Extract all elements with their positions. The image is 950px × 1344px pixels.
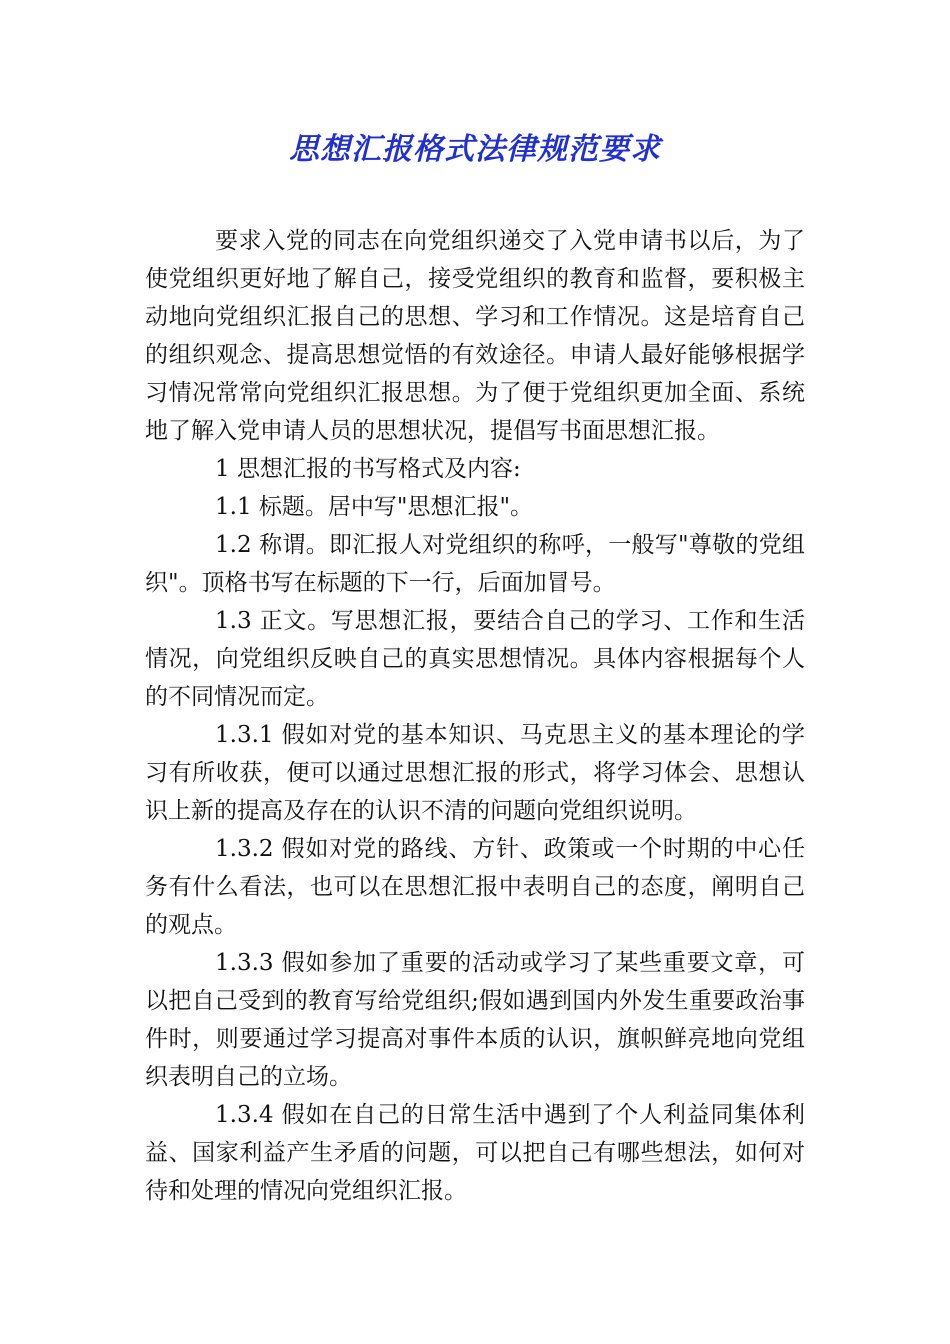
paragraph-section-1-3-1: 1.3.1 假如对党的基本知识、马克思主义的基本理论的学习有所收获，便可以通过思想汇报的形式，将学习体会、思想认识上新的提高及存在的认识不清的问题向党组织说明。: [145, 722, 805, 824]
paragraph-section-1-1: 1.1 标题。居中写"思想汇报"。: [215, 494, 534, 520]
paragraph-section-1-3-4: 1.3.4 假如在自己的日常生活中遇到了个人利益同集体利益、国家利益产生矛盾的问题，可以把自己有哪些想法，如何对待和处理的情况向党组织汇报。: [145, 1102, 805, 1204]
paragraph-intro: 要求入党的同志在向党组织递交了入党申请书以后，为了使党组织更好地了解自己，接受党组织的教育和监督，要积极主动地向党组织汇报自己的思想、学习和工作情况。这是培育自己的组织观念、提高思想觉悟的有效途径。申请人最好能够根据学习情况常常向党组织汇报思想。为了便于党组织更加全面、系统地了解入党申请人员的思想状况，提倡写书面思想汇报。: [145, 228, 805, 444]
document-title: 思想汇报格式法律规范要求: [289, 132, 661, 167]
paragraph-section-1-3-3: 1.3.3 假如参加了重要的活动或学习了某些重要文章，可以把自己受到的教育写给党组织;假如遇到国内外发生重要政治事件时，则要通过学习提高对事件本质的认识，旗帜鲜亮地向党组织表明自己的立场。: [145, 950, 805, 1090]
paragraph-section-1-3-2: 1.3.2 假如对党的路线、方针、政策或一个时期的中心任务有什么看法，也可以在思想汇报中表明自己的态度，阐明自己的观点。: [145, 836, 805, 938]
document-body: [145, 222, 805, 1210]
paragraph-section-1-2: 1.2 称谓。即汇报人对党组织的称呼，一般写"尊敬的党组织"。顶格书写在标题的下一行，后面加冒号。: [145, 532, 805, 596]
paragraph-section-1-3: 1.3 正文。写思想汇报，要结合自己的学习、工作和生活情况，向党组织反映自己的真实思想情况。具体内容根据每个人的不同情况而定。: [145, 608, 805, 710]
paragraph-section-1: 1 思想汇报的书写格式及内容:: [215, 456, 521, 482]
